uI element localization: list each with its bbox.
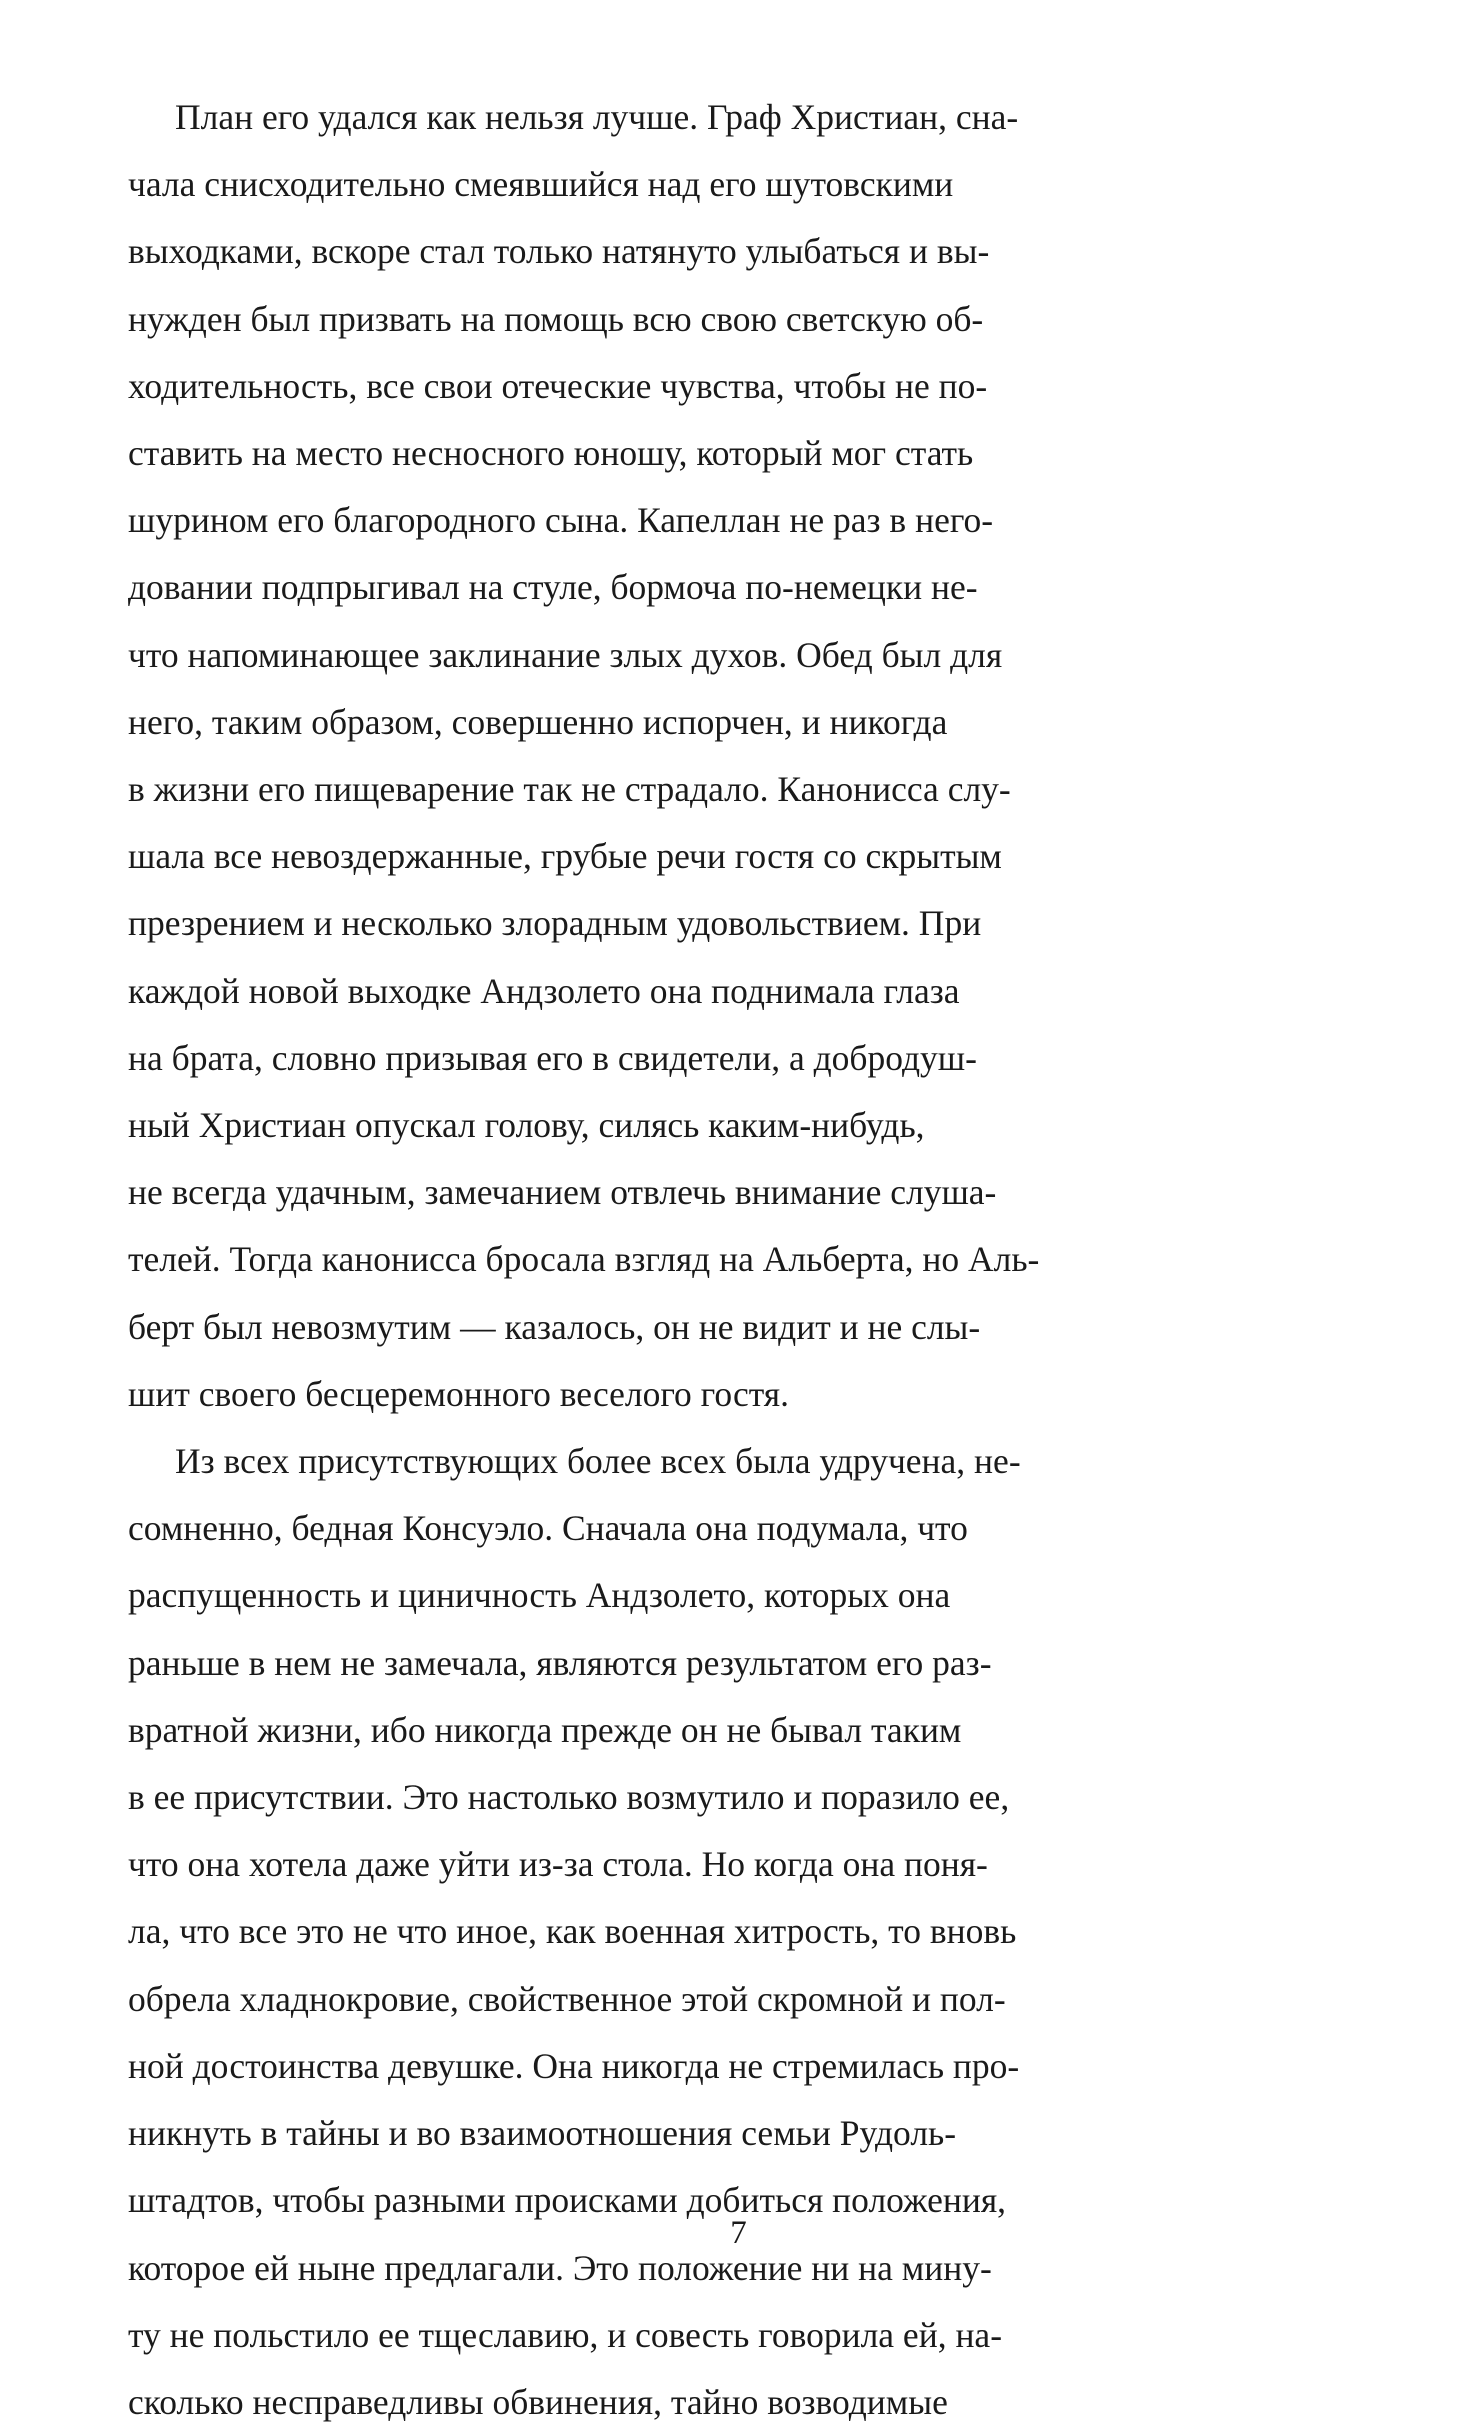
text-line: ставить на место несносного юношу, который мог стать xyxy=(128,433,974,474)
text-line: сомненно, бедная Консуэло. Сначала она подумала, что xyxy=(128,1508,968,1549)
text-line: в жизни его пищеварение так не страдало. Канонисса слу- xyxy=(128,769,1011,810)
text-line: которое ей ныне предлагали. Это положение ни на мину- xyxy=(128,2247,992,2288)
text-line: шала все невоздержанные, грубые речи гостя со скрытым xyxy=(128,836,1002,877)
text-line: телей. Тогда канонисса бросала взгляд на Альберта, но Аль- xyxy=(128,1239,1040,1280)
text-line: Из всех присутствующих более всех была удручена, не- xyxy=(175,1441,1021,1482)
text-line: ный Христиан опускал голову, силясь каким-нибудь, xyxy=(128,1105,925,1146)
text-line: вратной жизни, ибо никогда прежде он не бывал таким xyxy=(128,1709,962,1750)
page-number: 7 xyxy=(730,2215,747,2251)
text-line: никнуть в тайны и во взаимоотношения семьи Рудоль- xyxy=(128,2113,957,2154)
text-line: что она хотела даже уйти из-за стола. Но когда она поня- xyxy=(128,1844,988,1885)
body-text-block xyxy=(128,84,1347,2436)
text-line: выходками, вскоре стал только натянуто улыбаться и вы- xyxy=(128,231,990,272)
text-line: не всегда удачным, замечанием отвлечь внимание слуша- xyxy=(128,1172,997,1213)
text-line: довании подпрыгивал на стуле, бормоча по-немецки не- xyxy=(128,567,978,608)
text-line: ной достоинства девушке. Она никогда не стремилась про- xyxy=(128,2045,1020,2086)
text-line: штадтов, чтобы разными происками добиться положения, xyxy=(128,2180,1007,2221)
text-line: обрела хладнокровие, свойственное этой скромной и пол- xyxy=(128,1978,1006,2019)
text-line: шурином его благородного сына. Капеллан не раз в него- xyxy=(128,500,994,541)
text-line: План его удался как нельзя лучше. Граф Христиан, сна- xyxy=(175,97,1019,137)
text-line: ходительность, все свои отеческие чувства, чтобы не по- xyxy=(128,365,988,406)
text-line: шит своего бесцеремонного веселого гостя. xyxy=(128,1373,789,1414)
text-line: каждой новой выходке Андзолето она поднимала глаза xyxy=(128,970,960,1011)
text-line: что напоминающее заклинание злых духов. Обед был для xyxy=(128,634,1003,675)
text-line: нужден был призвать на помощь всю свою светскую об- xyxy=(128,298,984,339)
text-line: чала снисходительно смеявшийся над его шутовскими xyxy=(128,164,954,205)
text-line: сколько несправедливы обвинения, тайно возводимые xyxy=(128,2381,948,2422)
text-line: распущенность и циничность Андзолето, которых она xyxy=(128,1575,951,1616)
text-line: презрением и несколько злорадным удовольствием. При xyxy=(128,903,982,944)
text-line: раньше в нем не замечала, являются результатом его раз- xyxy=(128,1642,992,1683)
text-line: него, таким образом, совершенно испорчен, и никогда xyxy=(128,701,948,742)
text-line: берт был невозмутим — казалось, он не видит и не слы- xyxy=(128,1306,981,1347)
text-line: ту не польстило ее тщеславию, и совесть говорила ей, на- xyxy=(128,2314,1003,2355)
text-line: на брата, словно призывая его в свидетели, а добродуш- xyxy=(128,1037,977,1078)
text-line: в ее присутствии. Это настолько возмутило и поразило ее, xyxy=(128,1777,1010,1818)
text-line: ла, что все это не что иное, как военная хитрость, то вновь xyxy=(128,1911,1017,1952)
